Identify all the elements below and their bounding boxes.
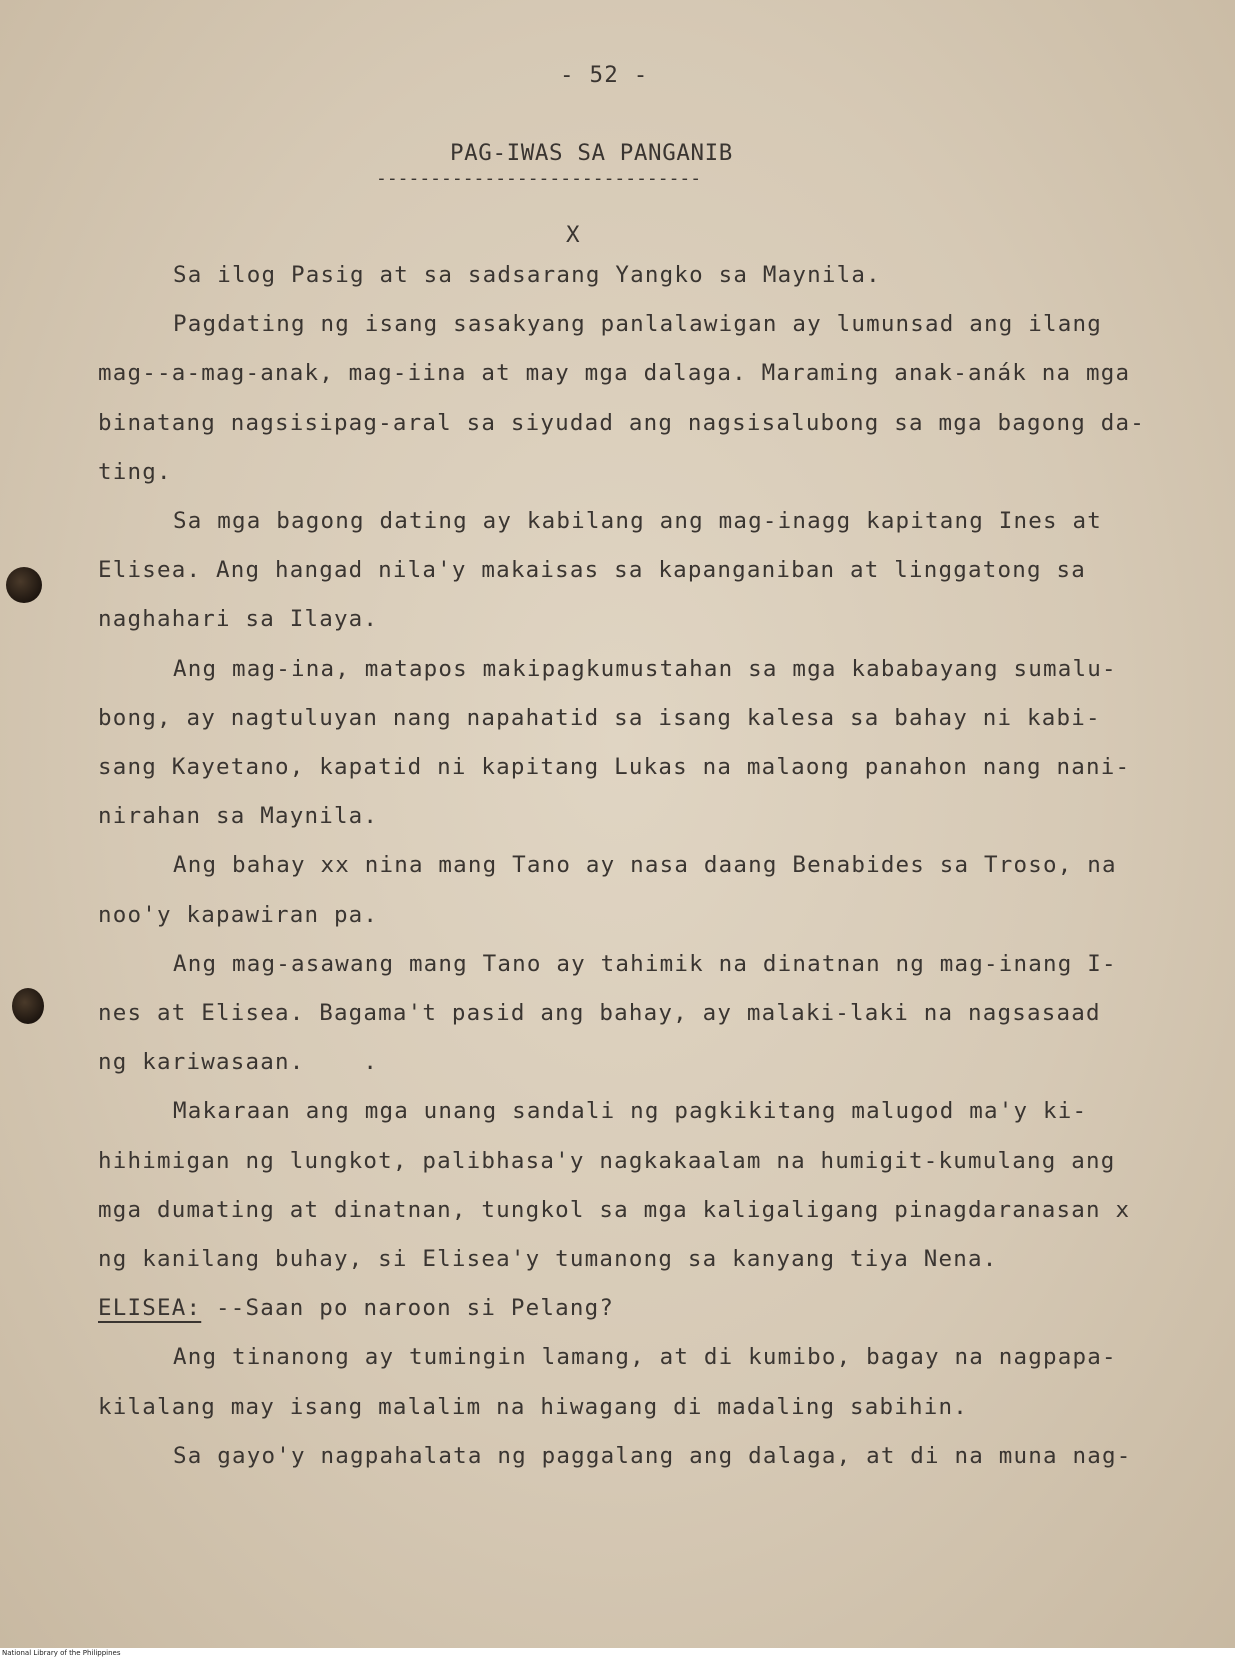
binding-hole bbox=[12, 988, 44, 1024]
chapter-title: PAG-IWAS SA PANGANIB bbox=[450, 140, 733, 166]
text-line: mga dumating at dinatnan, tungkol sa mga kaligaligang pinagdaranasan x bbox=[98, 1196, 1131, 1223]
text-line: sang Kayetano, kapatid ni kapitang Lukas na malaong panahon nang nani- bbox=[98, 754, 1131, 780]
text-line: nes at Elisea. Bagama't pasid ang bahay, ay malaki-laki na nagsasaad bbox=[98, 1000, 1101, 1026]
text-line: mag--a-mag-anak, mag-iina at may mga dalaga. Maraming anak-anák na mga bbox=[98, 360, 1131, 387]
text-line: nirahan sa Maynila. bbox=[98, 803, 379, 830]
scan-footer-strip bbox=[0, 1648, 1235, 1658]
text-line: Ang tinanong ay tumingin lamang, at di kumibo, bagay na nagpapa- bbox=[173, 1344, 1117, 1371]
dialogue-text: --Saan po naroon si Pelang? bbox=[201, 1295, 615, 1322]
text-line: binatang nagsisipag-aral sa siyudad ang nagsisalubong sa mga bagong da- bbox=[98, 409, 1145, 436]
text-line: bong, ay nagtuluyan nang napahatid sa isang kalesa sa bahay ni kabi- bbox=[98, 704, 1101, 731]
text-line: Ang mag-ina, matapos makipagkumustahan sa mga kababayang sumalu- bbox=[173, 655, 1117, 682]
text-line: Sa gayo'y nagpahalata ng paggalang ang dalaga, at di na muna nag- bbox=[173, 1442, 1132, 1469]
speaker-label: ELISEA: bbox=[98, 1295, 202, 1322]
dialogue-line bbox=[98, 1295, 614, 1321]
title-underline-rule: ------------------------------ bbox=[376, 168, 702, 189]
text-line: Ang bahay xx nina mang Tano ay nasa daang Benabides sa Troso, na bbox=[173, 852, 1117, 879]
text-line: Pagdating ng isang sasakyang panlalawigan ay lumunsad ang ilang bbox=[173, 311, 1103, 338]
text-line: Sa mga bagong dating ay kabilang ang mag-inagg kapitang Ines at bbox=[173, 508, 1103, 534]
text-line: hihimigan ng lungkot, palibhasa'y nagkakaalam na humigit-kumulang ang bbox=[98, 1147, 1116, 1174]
text-line: noo'y kapawiran pa. bbox=[98, 901, 379, 928]
binding-hole bbox=[6, 567, 42, 603]
text-line: Makaraan ang mga unang sandali ng pagkikitang malugod ma'y ki- bbox=[173, 1098, 1088, 1125]
page-number: - 52 - bbox=[560, 62, 649, 88]
text-line: Elisea. Ang hangad nila'y makaisas sa kapanganiban at linggatong sa bbox=[98, 557, 1086, 584]
text-line: naghahari sa Ilaya. bbox=[98, 606, 379, 633]
text-line: ng kanilang buhay, si Elisea'y tumanong sa kanyang tiya Nena. bbox=[98, 1246, 998, 1272]
chapter-number: X bbox=[566, 222, 581, 248]
text-line: Sa ilog Pasig at sa sadsarang Yangko sa Maynila. bbox=[173, 262, 881, 288]
text-line: kilalang may isang malalim na hiwagang di madaling sabihin. bbox=[98, 1393, 969, 1420]
text-line: ting. bbox=[98, 458, 172, 485]
text-line: Ang mag-asawang mang Tano ay tahimik na dinatnan ng mag-inang I- bbox=[173, 950, 1117, 977]
archive-footer-note: National Library of the Philippines bbox=[2, 1649, 121, 1657]
text-line: ng kariwasaan. . bbox=[98, 1049, 379, 1076]
